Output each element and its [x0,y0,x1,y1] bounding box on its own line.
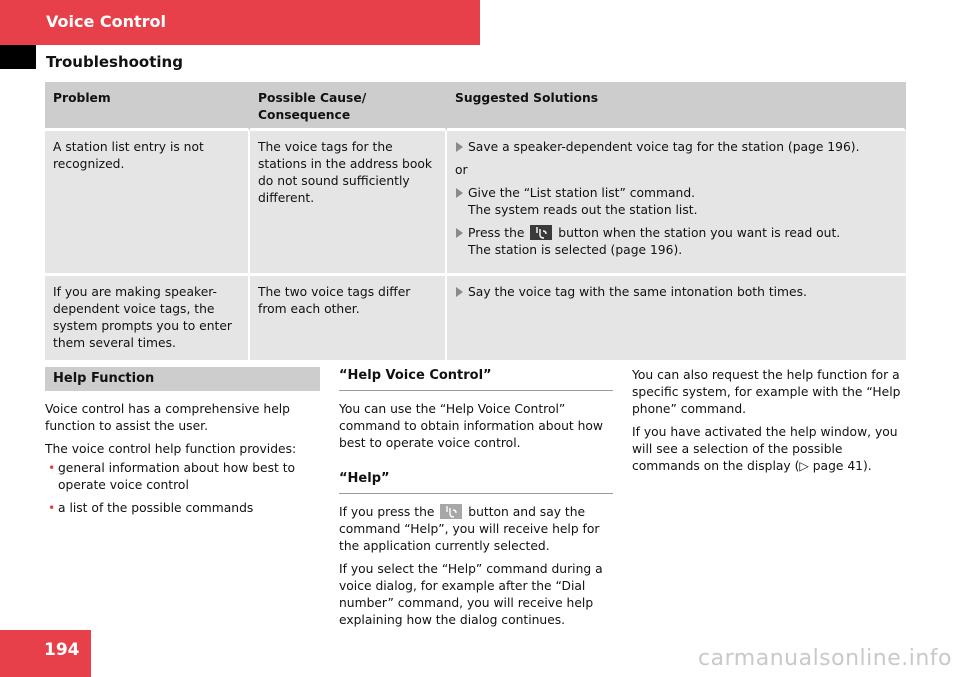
triangle-bullet-icon [456,228,463,238]
help-voice-control-text: You can use the “Help Voice Control” command to obtain information about how best to operate voice control. [339,402,603,450]
page-number: 194 [44,640,80,660]
section-title: Troubleshooting [46,53,183,71]
list-item: • a list of the possible commands [48,501,254,515]
watermark: carmanualsonline.info [698,646,952,671]
chapter-title: Voice Control [46,12,167,31]
problem-cell: A station list entry is not recognized. [45,131,250,276]
table-row [45,276,906,360]
help-system-text: You can also request the help function for a specific system, for example with the “Help phone” command. [632,368,901,416]
help-function-column [45,367,320,523]
table-header-row [45,82,906,131]
or-separator: or [455,163,468,177]
header-marker [0,45,36,69]
help-dialog-text: If you select the “Help” command during a voice dialog, for example after the “Dial number” command, you will receive help explaining how the dialog continues. [339,562,603,627]
bullet-dot-icon: • [48,461,56,475]
cause-cell: The voice tags for the stations in the address book do not sound sufficiently different. [250,131,447,276]
col-header-problem: Problem [45,82,250,131]
help-press-text: If you press the button and say the command “Help”, you will receive help for the application currently selected. [339,505,600,553]
help-function-intro: Voice control has a comprehensive help function to assist the user. [45,402,290,433]
solutions-cell [447,131,906,276]
solutions-cell [447,276,906,360]
talk-button-icon [530,225,552,240]
solution-step: Press the button when the station you want is read out. The station is selected (page 196). [455,225,898,259]
triangle-bullet-icon [456,142,463,152]
help-voice-control-heading: “Help Voice Control” [339,367,613,391]
help-voice-control-column [339,367,613,635]
solution-step: Save a speaker-dependent voice tag for the station (page 196). [455,139,898,156]
solution-step: Give the “List station list” command. The system reads out the station list. [455,185,898,219]
table-row [45,131,906,276]
list-item: • general information about how best to operate voice control [48,461,296,492]
bullet-dot-icon: • [48,501,56,515]
cause-cell: The two voice tags differ from each other. [250,276,447,360]
col-header-cause: Possible Cause/ Consequence [250,82,447,131]
triangle-bullet-icon [456,287,463,297]
col-header-solutions: Suggested Solutions [447,82,906,131]
triangle-bullet-icon [456,188,463,198]
talk-button-icon [440,504,462,519]
help-window-text: If you have activated the help window, you will see a selection of the possible commands on the display (▷ page 41). [632,425,898,473]
solution-step: Say the voice tag with the same intonation both times. [455,284,898,301]
right-column [632,367,908,481]
help-heading: “Help” [339,470,613,494]
help-function-heading: Help Function [45,367,320,391]
troubleshooting-table [45,82,906,360]
problem-cell: If you are making speaker-dependent voice tags, the system prompts you to enter them several times. [45,276,250,360]
help-function-provides: The voice control help function provides: [45,442,297,456]
